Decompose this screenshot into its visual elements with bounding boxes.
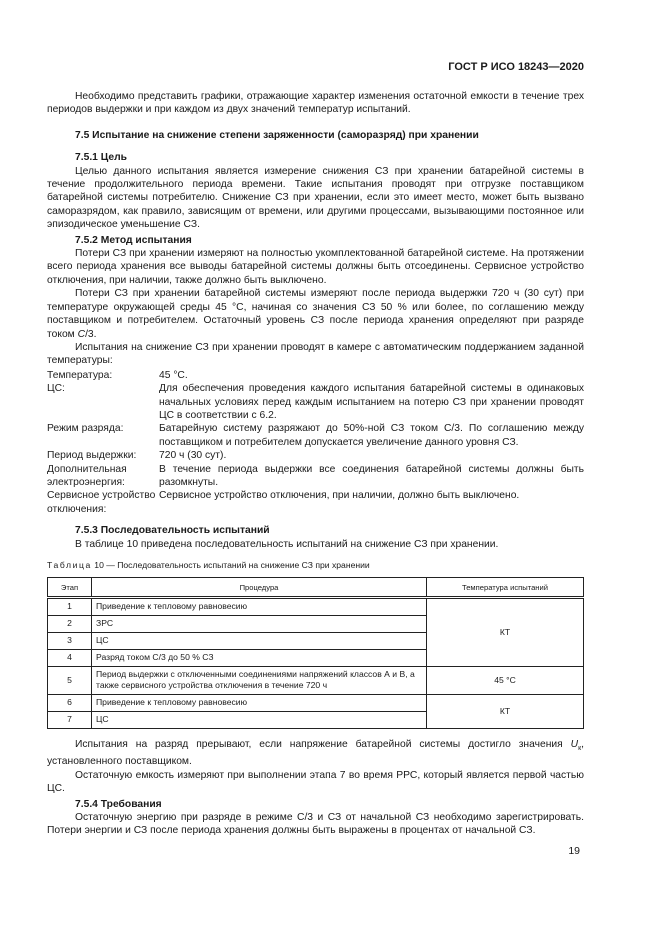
header-temperature: Температура испытаний <box>427 578 584 598</box>
row-procedure: Приведение к тепловому равновесию <box>92 598 427 616</box>
condition-desc: Батарейную систему разряжают до 50%-ной СЗ током С/3. По соглашению между поставщиком и потребителем допускается увеличение данного уровня СЗ. <box>159 423 584 448</box>
section-7-5-4-title: 7.5.4 Требования <box>75 798 162 810</box>
row-temperature: КТ <box>427 598 584 667</box>
row-procedure: ЦС <box>92 633 427 650</box>
condition-desc: Сервисное устройство отключения, при наличии, должно быть выключено. <box>159 490 520 502</box>
condition-desc: 45 °С. <box>159 369 188 381</box>
voltage-subscript: к <box>578 745 582 753</box>
condition-row <box>47 422 584 449</box>
page-number: 19 <box>568 845 580 857</box>
condition-row <box>47 463 584 490</box>
row-procedure: ЦС <box>92 712 427 729</box>
condition-row <box>47 449 584 462</box>
condition-term: Сервисное устройство отключения: <box>47 490 156 515</box>
row-step: 1 <box>48 598 92 616</box>
header-step: Этап <box>48 578 92 598</box>
row-procedure: Разряд током С/3 до 50 % СЗ <box>92 650 427 667</box>
table-header-row <box>48 578 584 598</box>
sequence-table <box>47 577 584 729</box>
header-procedure: Процедура <box>92 578 427 598</box>
row-step: 3 <box>48 633 92 650</box>
condition-row <box>47 382 584 422</box>
row-step: 7 <box>48 712 92 729</box>
method-paragraph-2 <box>47 287 584 341</box>
table-row <box>48 695 584 712</box>
condition-row <box>47 369 584 382</box>
row-procedure: ЗРС <box>92 616 427 633</box>
condition-term: Режим разряда: <box>47 423 124 435</box>
condition-term: Период выдержки: <box>47 450 137 462</box>
after-table-paragraph-1 <box>47 738 584 769</box>
table-row <box>48 598 584 616</box>
method-paragraph-3: Испытания на снижение СЗ при хранении проводят в камере с автоматическим поддержанием заданной температуры: <box>47 341 584 367</box>
condition-term: Температура: <box>47 369 113 381</box>
method-paragraph-1: Потери СЗ при хранении измеряют на полностью укомплектованной батарейной системе. На протяжении всего периода хранения все выводы батарейной системы должны быть отсоединены. Сервисное устройство отключения, при наличии, также должно быть выключено. <box>47 248 584 286</box>
condition-row <box>47 489 584 516</box>
table-row <box>48 667 584 695</box>
row-step: 5 <box>48 667 92 695</box>
condition-desc: Для обеспечения проведения каждого испытания батарейной системы в одинаковых начальных условиях перед каждым испытанием на потерю СЗ при хранении проводят ЦС в соответствии с 6.2. <box>159 383 584 421</box>
after-p1-text: Испытания на разряд прерывают, если напряжение батарейной системы достигло значения <box>75 739 571 750</box>
condition-term: Дополнительная электроэнергия: <box>47 463 127 488</box>
requirements-paragraph: Остаточную энергию при разряде в режиме С/3 и СЗ от начальной СЗ необходимо зарегистрировать. Потери энергии и СЗ после периода хранения должны быть выражены в процентах от начальной СЗ. <box>47 812 584 837</box>
table-caption <box>47 560 584 571</box>
row-step: 4 <box>48 650 92 667</box>
intro-paragraph: Необходимо представить графики, отражающие характер изменения остаточной емкости в течение трех периодов выдержки и при каждом из двух значений температур испытаний. <box>47 91 584 116</box>
row-step: 6 <box>48 695 92 712</box>
row-procedure: Приведение к тепловому равновесию <box>92 695 427 712</box>
table-caption-label: Таблица <box>47 560 92 570</box>
row-temperature: КТ <box>427 695 584 729</box>
standard-header: ГОСТ Р ИСО 18243—2020 <box>448 61 584 73</box>
row-temperature: 45 °С <box>427 667 584 695</box>
method-p2-text: Потери СЗ при хранении батарейной системы измеряют после периода выдержки 720 ч (30 сут) при температуре окружающей среды 45 °С, начиная со значения СЗ 50 % или более, по соглашению между поставщиком и потребителем. Остаточный уровень СЗ после периода хранения определяют при разряде током <box>47 288 584 340</box>
condition-term: ЦС: <box>47 383 65 395</box>
voltage-symbol: U <box>570 739 579 750</box>
method-p2-end: /3. <box>85 328 97 340</box>
conditions-list <box>47 369 584 516</box>
section-7-5-3-title: 7.5.3 Последовательность испытаний <box>75 525 270 537</box>
current-symbol: С <box>77 328 86 340</box>
row-step: 2 <box>48 616 92 633</box>
sequence-paragraph: В таблице 10 приведена последовательность испытаний на снижение СЗ при хранении. <box>75 538 499 550</box>
page-content <box>47 90 584 838</box>
table-caption-text: 10 — Последовательность испытаний на снижение СЗ при хранении <box>91 560 370 570</box>
row-procedure: Период выдержки с отключенными соединениями напряжений классов А и В, а также сервисного устройства отключения в течение 720 ч <box>92 667 427 695</box>
goal-paragraph: Целью данного испытания является измерение снижения СЗ при хранении батарейной системы в течение продолжительного периода времени. Такие испытания проводят при отгрузке поставщиком батарейной системы потребителю. Снижение СЗ при хранении, если это имеет место, может быть вызвано саморазрядом, как правило, зависящим от времени, или другими процессами, вызывающими постоянное или эпизодическое уменьшение СЗ. <box>47 165 584 231</box>
after-p1-end: , установленного поставщиком. <box>47 739 584 768</box>
after-table-paragraph-2: Остаточную емкость измеряют при выполнении этапа 7 во время РРС, который является первой частью ЦС. <box>47 769 584 795</box>
section-7-5-1-title: 7.5.1 Цель <box>75 152 128 164</box>
section-7-5-2-title: 7.5.2 Метод испытания <box>75 234 192 246</box>
condition-desc: 720 ч (30 сут). <box>159 450 227 462</box>
condition-desc: В течение периода выдержки все соединения батарейной системы должны быть разомкнуты. <box>159 463 584 488</box>
section-7-5-title: 7.5 Испытание на снижение степени заряженности (саморазряд) при хранении <box>75 129 479 141</box>
